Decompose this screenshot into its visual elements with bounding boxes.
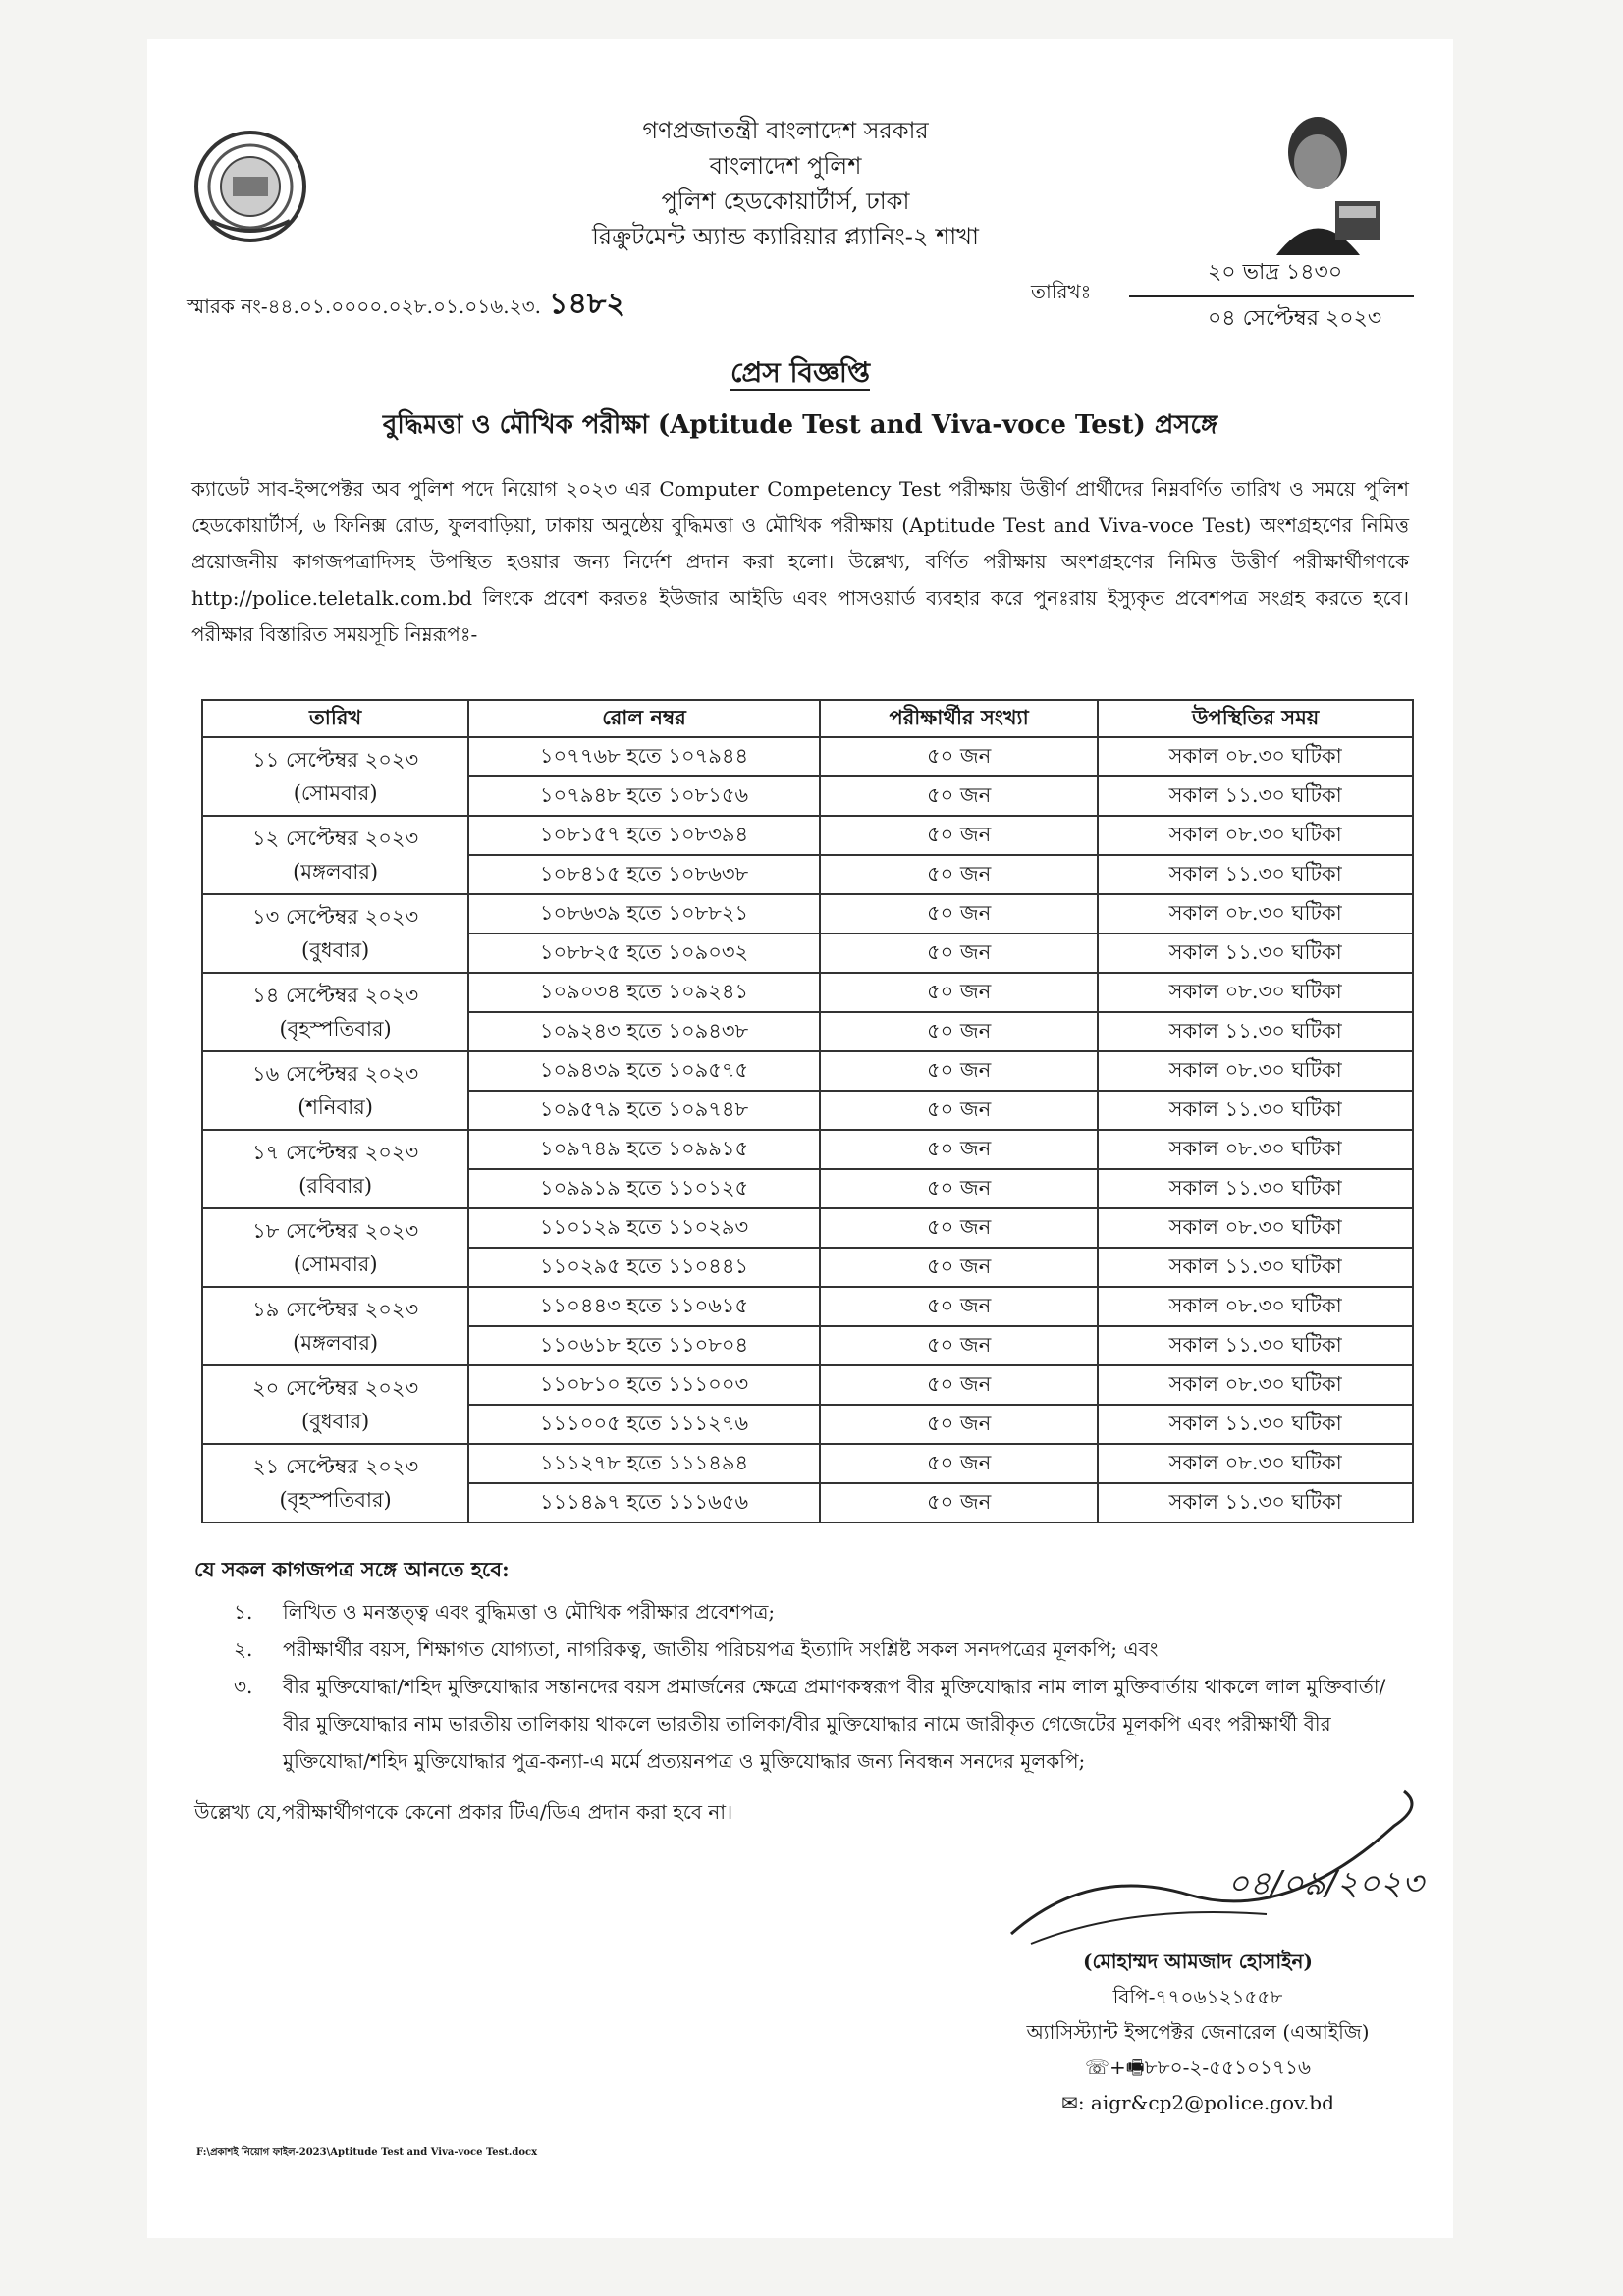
office-header	[442, 113, 1129, 254]
roll-cell: ১১১২৭৮ হতে ১১১৪৯৪	[468, 1444, 820, 1483]
count-cell: ৫০ জন	[820, 1483, 1099, 1522]
date-text: ২১ সেপ্টেম্বর ২০২৩	[252, 1455, 419, 1478]
date-cell	[202, 894, 468, 973]
table-row	[202, 1287, 1413, 1326]
roll-cell: ১০৭৯৪৮ হতে ১০৮১৫৬	[468, 776, 820, 816]
day-text: (সোমবার)	[293, 1253, 378, 1276]
count-cell: ৫০ জন	[820, 1248, 1099, 1287]
header-government: গণপ্রজাতন্ত্রী বাংলাদেশ সরকার	[642, 117, 929, 144]
day-text: (মঙ্গলবার)	[293, 860, 379, 883]
list-item-text: লিখিত ও মনস্তত্ত্ব এবং বুদ্ধিমত্তা ও মৌখিক পরীক্ষার প্রবেশপত্র;	[283, 1600, 776, 1624]
subject-title: বুদ্ধিমত্তা ও মৌখিক পরীক্ষা (Aptitude Test and Viva-voce Test) প্রসঙ্গে	[382, 410, 1218, 440]
day-text: (বুধবার)	[301, 1410, 370, 1433]
time-cell: সকাল ০৮.৩০ ঘটিকা	[1098, 1365, 1413, 1405]
count-cell: ৫০ জন	[820, 894, 1099, 934]
date-block	[1129, 255, 1414, 338]
schedule-table	[201, 699, 1414, 1523]
count-cell: ৫০ জন	[820, 1444, 1099, 1483]
header-police: বাংলাদেশ পুলিশ	[709, 152, 862, 180]
time-cell: সকাল ১১.৩০ ঘটিকা	[1098, 1012, 1413, 1051]
count-cell: ৫০ জন	[820, 934, 1099, 973]
date-cell	[202, 1051, 468, 1130]
day-text: (রবিবার)	[298, 1174, 373, 1198]
date-divider	[1129, 295, 1414, 297]
list-item	[234, 1593, 1407, 1630]
roll-cell: ১০৮৬৩৯ হতে ১০৮৮২১	[468, 894, 820, 934]
time-cell: সকাল ০৮.৩০ ঘটিকা	[1098, 737, 1413, 776]
roll-cell: ১০৮৮২৫ হতে ১০৯০৩২	[468, 934, 820, 973]
time-cell: সকাল ০৮.৩০ ঘটিকা	[1098, 1444, 1413, 1483]
roll-cell: ১০৯৭৪৯ হতে ১০৯৯১৫	[468, 1130, 820, 1169]
police-seal-logo	[191, 128, 309, 245]
table-row	[202, 1208, 1413, 1248]
table-row	[202, 1051, 1413, 1091]
date-cell	[202, 1130, 468, 1208]
header-branch: রিক্রুটমেন্ট অ্যান্ড ক্যারিয়ার প্ল্যানিং-২ শাখা	[592, 223, 979, 250]
day-text: (মঙ্গলবার)	[293, 1331, 379, 1355]
time-cell: সকাল ১১.৩০ ঘটিকা	[1098, 1326, 1413, 1365]
date-cell	[202, 1365, 468, 1444]
date-gregorian: ০৪ সেপ্টেম্বর ২০২৩	[1208, 306, 1382, 331]
table-row	[202, 973, 1413, 1012]
date-text: ১১ সেপ্টেম্বর ২০২৩	[252, 748, 419, 772]
mujib-100-logo	[1257, 108, 1384, 275]
table-row	[202, 894, 1413, 934]
count-cell: ৫০ জন	[820, 1405, 1099, 1444]
count-cell: ৫০ জন	[820, 1326, 1099, 1365]
signatory-name: (মোহাম্মদ আমজাদ হোসাইন)	[1083, 1949, 1313, 1973]
list-item-number: ৩.	[234, 1675, 253, 1698]
date-text: ১৬ সেপ্টেম্বর ২০২৩	[252, 1062, 419, 1086]
day-text: (সোমবার)	[293, 781, 378, 805]
day-text: (বুধবার)	[301, 938, 370, 962]
count-cell: ৫০ জন	[820, 855, 1099, 894]
date-text: ১৩ সেপ্টেম্বর ২০২৩	[252, 905, 419, 929]
roll-cell: ১১০৬১৮ হতে ১১০৮০৪	[468, 1326, 820, 1365]
signature-block	[992, 1944, 1404, 2120]
time-cell: সকাল ১১.৩০ ঘটিকা	[1098, 1169, 1413, 1208]
list-item-number: ২.	[234, 1637, 253, 1661]
roll-cell: ১১১০০৫ হতে ১১১২৭৬	[468, 1405, 820, 1444]
count-cell: ৫০ জন	[820, 1091, 1099, 1130]
date-text: ১২ সেপ্টেম্বর ২০২৩	[252, 827, 419, 850]
count-cell: ৫০ জন	[820, 1169, 1099, 1208]
header-date: তারিখ	[202, 700, 468, 737]
count-cell: ৫০ জন	[820, 1208, 1099, 1248]
count-cell: ৫০ জন	[820, 776, 1099, 816]
press-release-title	[147, 351, 1453, 398]
list-item	[234, 1630, 1407, 1668]
table-row	[202, 1130, 1413, 1169]
header-roll: রোল নম্বর	[468, 700, 820, 737]
memo-number	[187, 280, 625, 330]
count-cell: ৫০ জন	[820, 816, 1099, 855]
date-cell	[202, 1444, 468, 1522]
roll-cell: ১০৯৯১৯ হতে ১১০১২৫	[468, 1169, 820, 1208]
header-count: পরীক্ষার্থীর সংখ্যা	[820, 700, 1099, 737]
allowance-note: উল্লেখ্য যে,পরীক্ষার্থীগণকে কেনো প্রকার টিএ/ডিএ প্রদান করা হবে না।	[194, 1800, 733, 1824]
header-time: উপস্থিতির সময়	[1098, 700, 1413, 737]
time-cell: সকাল ১১.৩০ ঘটিকা	[1098, 1248, 1413, 1287]
roll-cell: ১০৯৫৭৯ হতে ১০৯৭৪৮	[468, 1091, 820, 1130]
list-item-text: বীর মুক্তিযোদ্ধা/শহিদ মুক্তিযোদ্ধার সন্তানদের বয়স প্রমার্জনের ক্ষেত্রে প্রমাণকস্বরূপ বীর মুক্তিযোদ্ধার নাম লাল মুক্তিবার্তায় থাকলে লাল মুক্তিবার্তা/বীর মুক্তিযোদ্ধার নাম ভারতীয় তালিকায় থাকলে ভারতীয় তালিকা/বীর মুক্তিযোদ্ধার নামে জারীকৃত গেজেটের মূলকপি এবং পরীক্ষার্থী বীর মুক্তিযোদ্ধা/শহিদ মুক্তিযোদ্ধার পুত্র-কন্যা-এ মর্মে প্রত্যয়নপত্র ও মুক্তিযোদ্ধার জন্য নিবন্ধন সনদের মূলকপি;	[283, 1675, 1386, 1773]
roll-cell: ১১০৪৪৩ হতে ১১০৬১৫	[468, 1287, 820, 1326]
signatory-designation: অ্যাসিস্ট্যান্ট ইন্সপেক্টর জেনারেল (এআইজি)	[1026, 2020, 1370, 2044]
memo-number-text: স্মারক নং-৪৪.০১.০০০০.০২৮.০১.০১৬.২৩.	[187, 294, 541, 318]
date-cell	[202, 816, 468, 894]
day-text: (বৃহস্পতিবার)	[279, 1488, 392, 1512]
roll-cell: ১০৯০৩৪ হতে ১০৯২৪১	[468, 973, 820, 1012]
footer-file-path: F:\প্রকাশই নিয়োগ ফাইল-2023\Aptitude Test and Viva-voce Test.docx	[196, 2147, 538, 2158]
list-item	[234, 1668, 1407, 1780]
documents-heading: যে সকল কাগজপত্র সঙ্গে আনতে হবে:	[194, 1557, 510, 1581]
date-text: ১৯ সেপ্টেম্বর ২০২৩	[252, 1298, 419, 1321]
roll-cell: ১১০৮১০ হতে ১১১০০৩	[468, 1365, 820, 1405]
date-text: ১৭ সেপ্টেম্বর ২০২৩	[252, 1141, 419, 1164]
date-cell	[202, 1208, 468, 1287]
date-text: ১৪ সেপ্টেম্বর ২০২৩	[252, 984, 419, 1007]
roll-cell: ১০৯২৪৩ হতে ১০৯৪৩৮	[468, 1012, 820, 1051]
list-item-text: পরীক্ষার্থীর বয়স, শিক্ষাগত যোগ্যতা, নাগরিকত্ব, জাতীয় পরিচয়পত্র ইত্যাদি সংশ্লিষ্ট সকল সনদপত্রের মূলকপি; এবং	[283, 1637, 1159, 1661]
roll-cell: ১১০১২৯ হতে ১১০২৯৩	[468, 1208, 820, 1248]
time-cell: সকাল ১১.৩০ ঘটিকা	[1098, 855, 1413, 894]
table-row	[202, 737, 1413, 776]
count-cell: ৫০ জন	[820, 737, 1099, 776]
signatory-email: ✉: aigr&cp2@police.gov.bd	[1061, 2091, 1334, 2114]
roll-cell: ১১০২৯৫ হতে ১১০৪৪১	[468, 1248, 820, 1287]
time-cell: সকাল ১১.৩০ ঘটিকা	[1098, 934, 1413, 973]
header-headquarters: পুলিশ হেডকোয়ার্টার্স, ঢাকা	[661, 187, 910, 215]
schedule-body	[202, 737, 1413, 1522]
date-bangla: ২০ ভাদ্র ১৪৩০	[1208, 260, 1343, 285]
date-cell	[202, 1287, 468, 1365]
date-label: তারিখঃ	[1031, 280, 1092, 303]
time-cell: সকাল ০৮.৩০ ঘটিকা	[1098, 1287, 1413, 1326]
table-row	[202, 816, 1413, 855]
time-cell: সকাল ১১.৩০ ঘটিকা	[1098, 1483, 1413, 1522]
table-row	[202, 1444, 1413, 1483]
document-page	[147, 39, 1453, 2238]
documents-list	[234, 1593, 1407, 1780]
count-cell: ৫০ জন	[820, 1051, 1099, 1091]
count-cell: ৫০ জন	[820, 1365, 1099, 1405]
press-release-text: প্রেস বিজ্ঞপ্তি	[730, 356, 870, 389]
count-cell: ৫০ জন	[820, 1012, 1099, 1051]
date-text: ২০ সেপ্টেম্বর ২০২৩	[252, 1376, 419, 1400]
roll-cell: ১১১৪৯৭ হতে ১১১৬৫৬	[468, 1483, 820, 1522]
list-item-number: ১.	[234, 1600, 253, 1624]
time-cell: সকাল ১১.৩০ ঘটিকা	[1098, 1405, 1413, 1444]
count-cell: ৫০ জন	[820, 973, 1099, 1012]
roll-cell: ১০৭৭৬৮ হতে ১০৭৯৪৪	[468, 737, 820, 776]
roll-cell: ১০৯৪৩৯ হতে ১০৯৫৭৫	[468, 1051, 820, 1091]
roll-cell: ১০৮১৫৭ হতে ১০৮৩৯৪	[468, 816, 820, 855]
day-text: (শনিবার)	[298, 1095, 373, 1119]
count-cell: ৫০ জন	[820, 1130, 1099, 1169]
time-cell: সকাল ০৮.৩০ ঘটিকা	[1098, 1208, 1413, 1248]
table-row	[202, 1365, 1413, 1405]
intro-paragraph: ক্যাডেট সাব-ইন্সপেক্টর অব পুলিশ পদে নিয়োগ ২০২৩ এর Computer Competency Test পরীক্ষায় উত্তীর্ণ প্রার্থীদের নিম্নবর্ণিত তারিখ ও সময়ে পুলিশ হেডকোয়ার্টার্স, ৬ ফিনিক্স রোড, ফুলবাড়িয়া, ঢাকায় অনুষ্ঠেয় বুদ্ধিমত্তা ও মৌখিক পরীক্ষায় (Aptitude Test and Viva-voce Test) অংশগ্রহণের নিমিত্ত প্রয়োজনীয় কাগজপত্রাদিসহ উপস্থিত হওয়ার জন্য নির্দেশ প্রদান করা হলো। উল্লেখ্য, বর্ণিত পরীক্ষায় অংশগ্রহণের নিমিত্ত উত্তীর্ণ পরীক্ষার্থীগণকে http://police.teletalk.com.bd লিংকে প্রবেশ করতঃ ইউজার আইডি এবং পাসওয়ার্ড ব্যবহার করে পুনঃরায় ইস্যুকৃত প্রবেশপত্র সংগ্রহ করতে হবে। পরীক্ষার বিস্তারিত সময়সূচি নিম্নরূপঃ-	[191, 477, 1409, 646]
handwritten-signature	[972, 1787, 1434, 1953]
signature-date: ০৪/০৯/২০২৩	[1227, 1864, 1424, 1903]
signatory-bp: বিপি-৭৭০৬১২১৫৫৮	[1112, 1985, 1283, 2008]
time-cell: সকাল ০৮.৩০ ঘটিকা	[1098, 1051, 1413, 1091]
signatory-phone: ☏+🖷৮৮০-২-৫৫১০১৭১৬	[1084, 2056, 1312, 2079]
memo-number-handwritten: ১৪৮২	[549, 287, 625, 321]
day-text: (বৃহস্পতিবার)	[279, 1017, 392, 1041]
count-cell: ৫০ জন	[820, 1287, 1099, 1326]
time-cell: সকাল ১১.৩০ ঘটিকা	[1098, 1091, 1413, 1130]
time-cell: সকাল ১১.৩০ ঘটিকা	[1098, 776, 1413, 816]
time-cell: সকাল ০৮.৩০ ঘটিকা	[1098, 816, 1413, 855]
date-text: ১৮ সেপ্টেম্বর ২০২৩	[252, 1219, 419, 1243]
time-cell: সকাল ০৮.৩০ ঘটিকা	[1098, 1130, 1413, 1169]
time-cell: সকাল ০৮.৩০ ঘটিকা	[1098, 973, 1413, 1012]
roll-cell: ১০৮৪১৫ হতে ১০৮৬৩৮	[468, 855, 820, 894]
date-cell	[202, 737, 468, 816]
date-cell	[202, 973, 468, 1051]
table-header-row	[202, 700, 1413, 737]
time-cell: সকাল ০৮.৩০ ঘটিকা	[1098, 894, 1413, 934]
